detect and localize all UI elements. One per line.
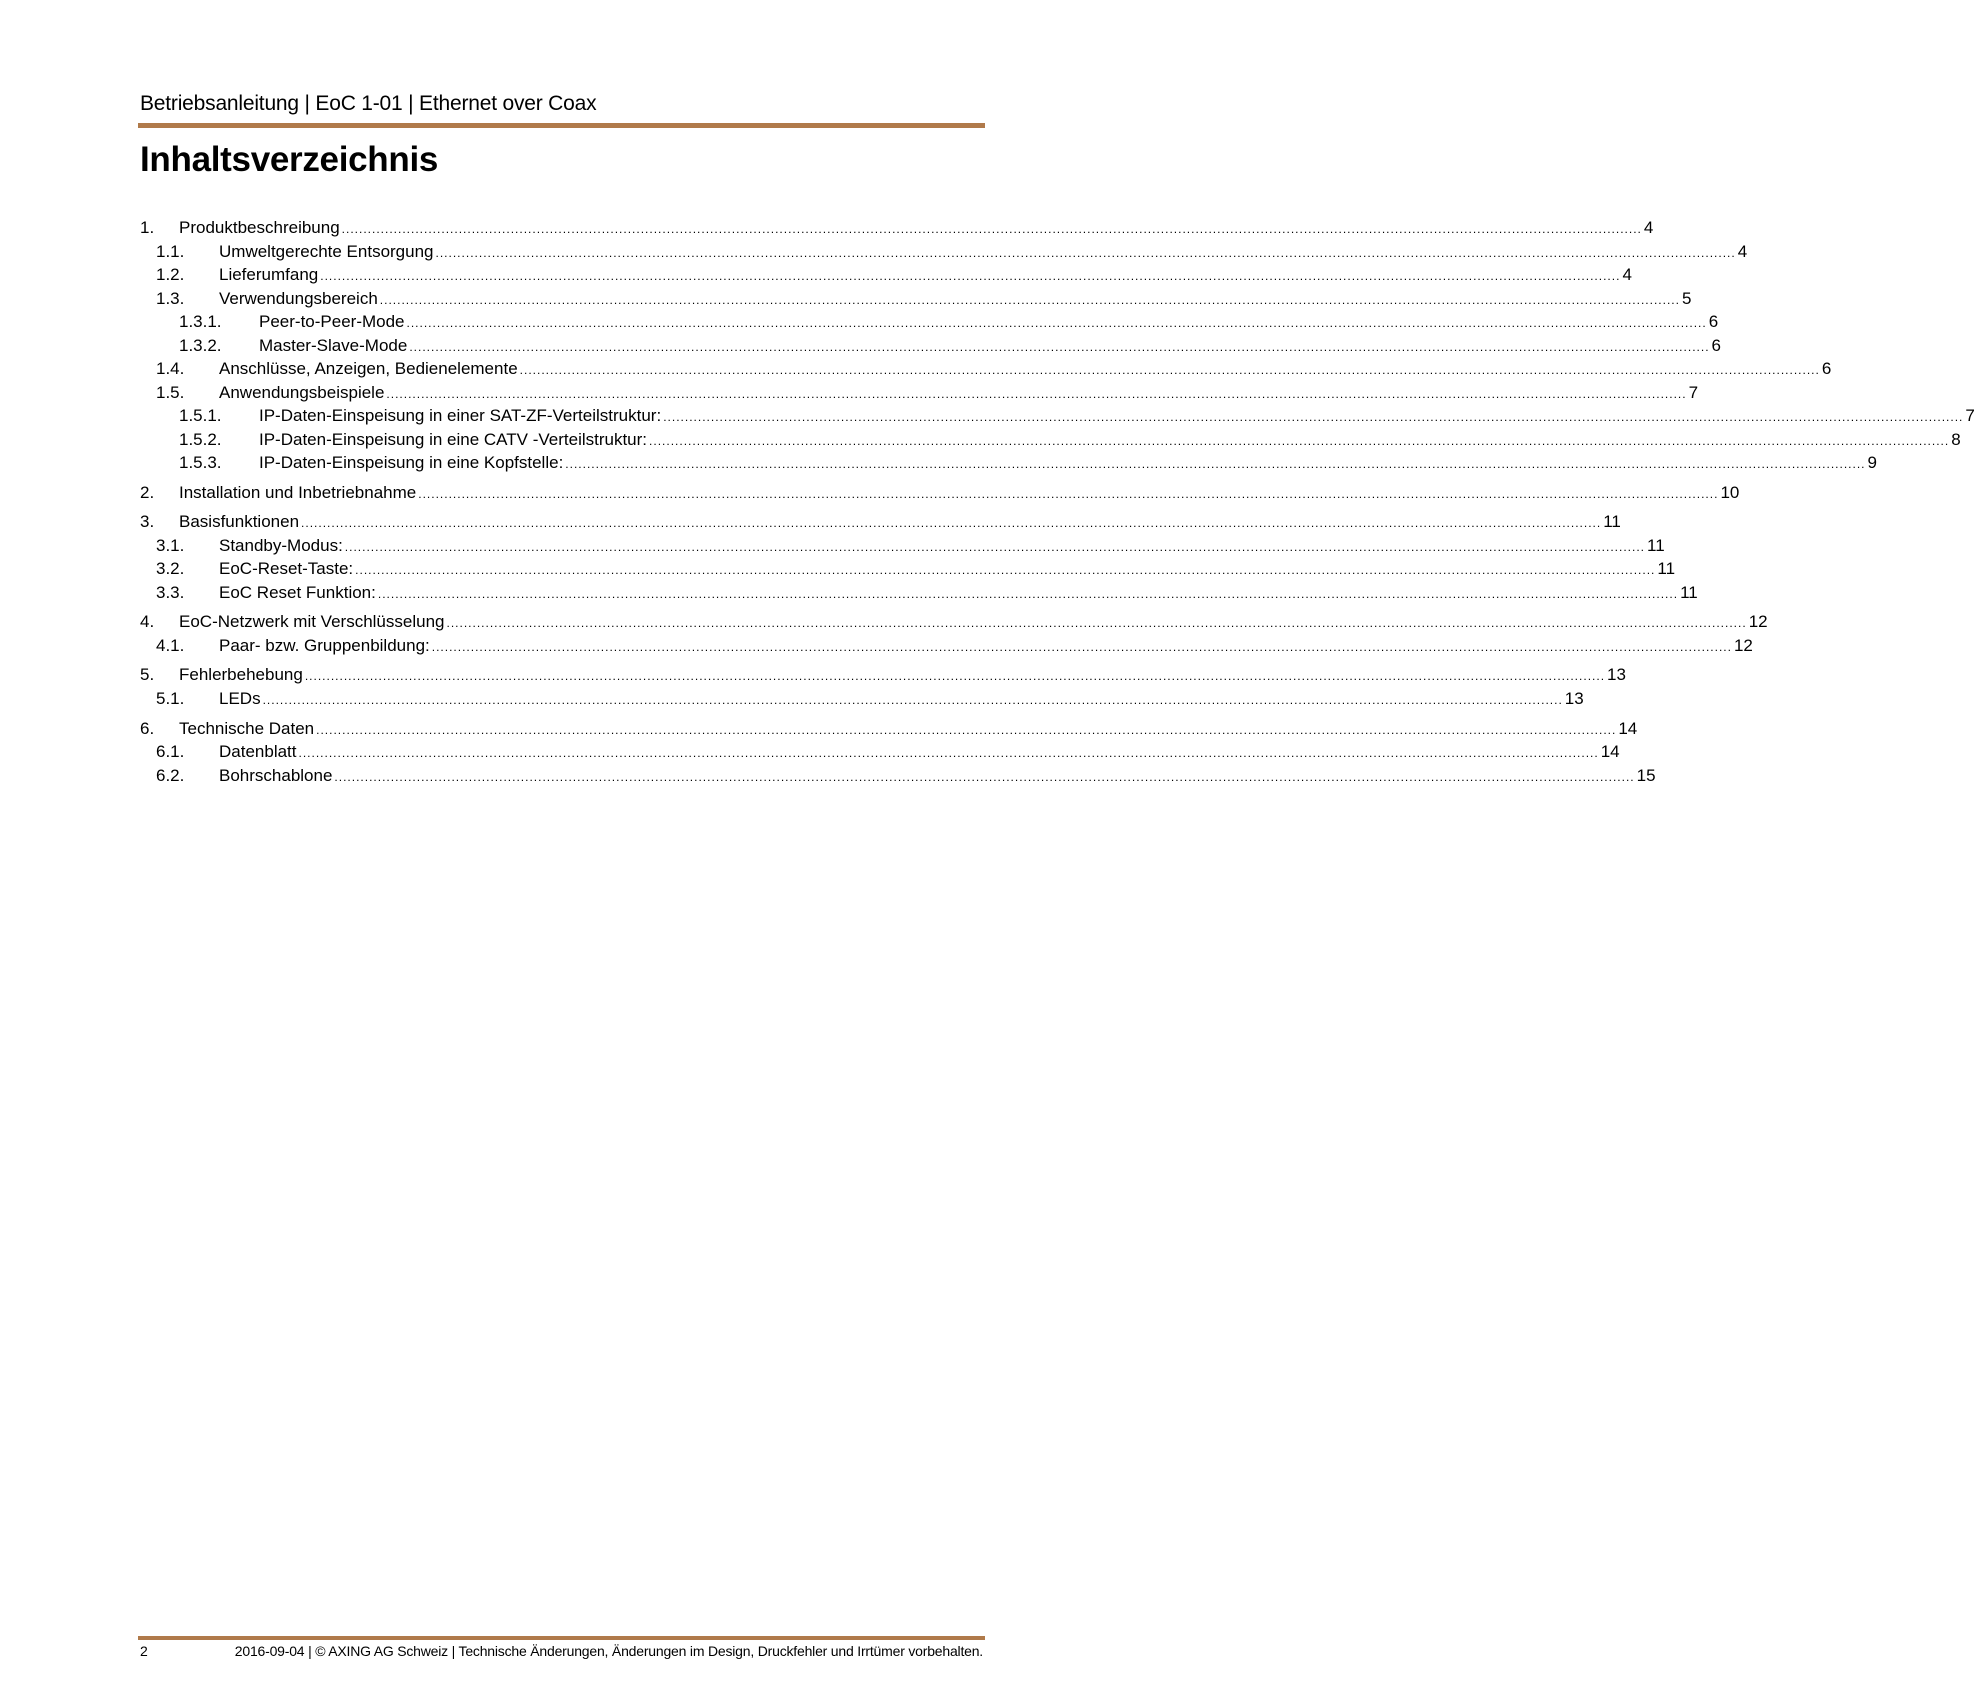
- toc-entry-label[interactable]: Technische Daten: [179, 719, 315, 738]
- page-title: Inhaltsverzeichnis: [140, 140, 439, 179]
- toc-entry-page: 7: [1965, 406, 1975, 425]
- toc-entry-page: 5: [1681, 289, 1692, 308]
- toc-dot-leader: ............................................................................................................................................................................................................................................................................................................: [379, 293, 1680, 307]
- toc-entry-page: 4: [1622, 265, 1632, 284]
- toc-entry-number: 1.5.1.: [179, 406, 222, 425]
- toc-entry-number: 4.: [140, 612, 155, 631]
- toc-dot-leader: ............................................................................................................................................................................................................................................................................................................: [301, 516, 1602, 530]
- toc-entry[interactable]: [0, 429, 1961, 451]
- toc-entry[interactable]: [0, 382, 1699, 404]
- toc-dot-leader: ............................................................................................................................................................................................................................................................................................................: [304, 669, 1606, 683]
- toc-entry-label[interactable]: Produktbeschreibung: [179, 218, 340, 237]
- toc-entry-label[interactable]: Bohrschablone: [219, 766, 333, 785]
- toc-entry-page: 6: [1821, 359, 1832, 378]
- toc-entry-page: 12: [1733, 636, 1753, 655]
- toc-entry-number: 1.3.2.: [179, 336, 222, 355]
- toc-entry-page: 11: [1647, 536, 1665, 555]
- toc-dot-leader: ............................................................................................................................................................................................................................................................................................................: [386, 387, 1687, 401]
- toc-entry[interactable]: [0, 311, 1719, 333]
- toc-entry-label[interactable]: Paar- bzw. Gruppenbildung:: [219, 636, 430, 655]
- toc-entry-label[interactable]: EoC Reset Funktion:: [219, 583, 376, 602]
- toc-entry-number: 4.1.: [156, 636, 185, 655]
- toc-dot-leader: ............................................................................................................................................................................................................................................................................................................: [431, 640, 1732, 654]
- toc-entry-label[interactable]: Anschlüsse, Anzeigen, Bedienelemente: [219, 359, 518, 378]
- toc-dot-leader: ............................................................................................................................................................................................................................................................................................................: [377, 587, 1679, 601]
- toc-entry-number: 6.1.: [156, 742, 185, 761]
- footer-text: 2016-09-04 | © AXING AG Schweiz | Technische Änderungen, Änderungen im Design, Druckfehler und Irrtümer vorbehalten.: [234, 1643, 983, 1659]
- toc-entry[interactable]: [0, 241, 1748, 263]
- toc-dot-leader: ............................................................................................................................................................................................................................................................................................................: [355, 563, 1656, 577]
- toc-entry-number: 1.5.: [156, 383, 185, 402]
- toc-entry-page: 6: [1711, 336, 1721, 355]
- toc-entry-page: 9: [1867, 453, 1877, 472]
- toc-entry-page: 8: [1951, 430, 1961, 449]
- toc-entry[interactable]: [0, 452, 1877, 474]
- toc-entry-number: 1.2.: [156, 265, 185, 284]
- toc-entry[interactable]: [0, 765, 1656, 787]
- toc-entry-page: 11: [1603, 512, 1621, 531]
- toc-entry[interactable]: [0, 288, 1692, 310]
- toc-dot-leader: ............................................................................................................................................................................................................................................................................................................: [418, 487, 1719, 501]
- toc-entry[interactable]: [0, 405, 1975, 427]
- toc-entry-page: 11: [1657, 559, 1676, 578]
- toc-entry-label[interactable]: Master-Slave-Mode: [259, 336, 408, 355]
- toc-dot-leader: ............................................................................................................................................................................................................................................................................................................: [262, 693, 1563, 707]
- toc-entry-number: 1.4.: [156, 359, 185, 378]
- toc-entry-number: 1.3.: [156, 289, 185, 308]
- toc-entry[interactable]: [0, 264, 1632, 286]
- toc-dot-leader: ............................................................................................................................................................................................................................................................................................................: [663, 410, 1964, 424]
- toc-entry[interactable]: [0, 635, 1753, 657]
- toc-entry[interactable]: [0, 664, 1626, 686]
- toc-entry-number: 3.: [140, 512, 155, 531]
- toc-entry-label[interactable]: IP-Daten-Einspeisung in einer SAT-ZF-Verteilstruktur:: [259, 406, 662, 425]
- toc-entry-label[interactable]: Umweltgerechte Entsorgung: [219, 242, 434, 261]
- toc-entry[interactable]: [0, 511, 1621, 533]
- toc-entry-page: 14: [1618, 719, 1638, 738]
- toc-dot-leader: ............................................................................................................................................................................................................................................................................................................: [565, 457, 1866, 471]
- toc-dot-leader: ............................................................................................................................................................................................................................................................................................................: [298, 746, 1599, 760]
- toc-entry-number: 5.: [140, 665, 155, 684]
- toc-dot-leader: ............................................................................................................................................................................................................................................................................................................: [341, 222, 1642, 236]
- toc-dot-leader: ............................................................................................................................................................................................................................................................................................................: [406, 316, 1707, 330]
- toc-entry-label[interactable]: Datenblatt: [219, 742, 297, 761]
- toc-entry-label[interactable]: Lieferumfang: [219, 265, 319, 284]
- toc-dot-leader: ............................................................................................................................................................................................................................................................................................................: [519, 363, 1820, 377]
- toc-entry-label[interactable]: IP-Daten-Einspeisung in eine CATV -Verteilstruktur:: [259, 430, 648, 449]
- toc-entry[interactable]: [0, 611, 1768, 633]
- toc-dot-leader: ............................................................................................................................................................................................................................................................................................................: [649, 434, 1950, 448]
- toc-entry-label[interactable]: LEDs: [219, 689, 261, 708]
- toc-entry-number: 6.: [140, 719, 155, 738]
- toc-entry[interactable]: [0, 688, 1584, 710]
- toc-entry-number: 3.1.: [156, 536, 185, 555]
- toc-entry-label[interactable]: EoC-Netzwerk mit Verschlüsselung: [179, 612, 445, 631]
- toc-entry-label[interactable]: EoC-Reset-Taste:: [219, 559, 354, 578]
- toc-entry-label[interactable]: Basisfunktionen: [179, 512, 300, 531]
- toc-entry-page: 10: [1720, 483, 1740, 502]
- page-number: 2: [140, 1643, 148, 1659]
- toc-dot-leader: ............................................................................................................................................................................................................................................................................................................: [446, 616, 1747, 630]
- toc-entry[interactable]: [0, 217, 1654, 239]
- toc-entry-page: 13: [1564, 689, 1584, 708]
- toc-dot-leader: ............................................................................................................................................................................................................................................................................................................: [334, 770, 1635, 784]
- header-rule: [138, 123, 985, 128]
- toc-entry-page: 6: [1708, 312, 1719, 331]
- toc-entry-page: 14: [1600, 742, 1620, 761]
- toc-entry-label[interactable]: Fehlerbehebung: [179, 665, 303, 684]
- toc-entry-label[interactable]: IP-Daten-Einspeisung in eine Kopfstelle:: [259, 453, 564, 472]
- toc-entry[interactable]: [0, 582, 1698, 604]
- toc-dot-leader: ............................................................................................................................................................................................................................................................................................................: [320, 269, 1621, 283]
- toc-entry-number: 1.: [140, 218, 155, 237]
- toc-entry[interactable]: [0, 718, 1638, 740]
- toc-entry-page: 7: [1688, 383, 1699, 402]
- footer-rule: [138, 1636, 985, 1640]
- toc-entry-page: 13: [1607, 665, 1626, 684]
- toc-entry[interactable]: [0, 741, 1620, 763]
- toc-entry-number: 6.2.: [156, 766, 185, 785]
- toc-entry-number: 3.2.: [156, 559, 185, 578]
- toc-entry-page: 12: [1748, 612, 1768, 631]
- running-header: Betriebsanleitung | EoC 1-01 | Ethernet over Coax: [140, 92, 597, 115]
- toc-entry-number: 1.1.: [156, 242, 185, 261]
- toc-entry-label[interactable]: Peer-to-Peer-Mode: [259, 312, 405, 331]
- toc-entry-page: 4: [1643, 218, 1654, 237]
- toc-entry-number: 1.5.2.: [179, 430, 222, 449]
- toc-entry-page: 15: [1636, 766, 1656, 785]
- toc-dot-leader: ............................................................................................................................................................................................................................................................................................................: [409, 340, 1710, 354]
- toc-entry-number: 1.3.1.: [179, 312, 222, 331]
- toc-entry-number: 3.3.: [156, 583, 185, 602]
- toc-entry-number: 5.1.: [156, 689, 185, 708]
- toc-entry-page: 11: [1680, 583, 1698, 602]
- toc-entry-number: 1.5.3.: [179, 453, 222, 472]
- toc-entry-number: 2.: [140, 483, 155, 502]
- toc-dot-leader: ............................................................................................................................................................................................................................................................................................................: [435, 246, 1736, 260]
- toc-entry-label[interactable]: Standby-Modus:: [219, 536, 343, 555]
- toc-entry-label[interactable]: Installation und Inbetriebnahme: [179, 483, 417, 502]
- toc-entry[interactable]: [0, 335, 1721, 357]
- toc-entry[interactable]: [0, 558, 1676, 580]
- toc-dot-leader: ............................................................................................................................................................................................................................................................................................................: [344, 540, 1645, 554]
- toc-entry[interactable]: [0, 358, 1832, 380]
- toc-entry-label[interactable]: Verwendungsbereich: [219, 289, 378, 308]
- toc-entry-label[interactable]: Anwendungsbeispiele: [219, 383, 385, 402]
- toc-entry[interactable]: [0, 482, 1740, 504]
- toc-dot-leader: ............................................................................................................................................................................................................................................................................................................: [316, 723, 1617, 737]
- toc-entry[interactable]: [0, 535, 1665, 557]
- toc-entry-page: 4: [1737, 242, 1748, 261]
